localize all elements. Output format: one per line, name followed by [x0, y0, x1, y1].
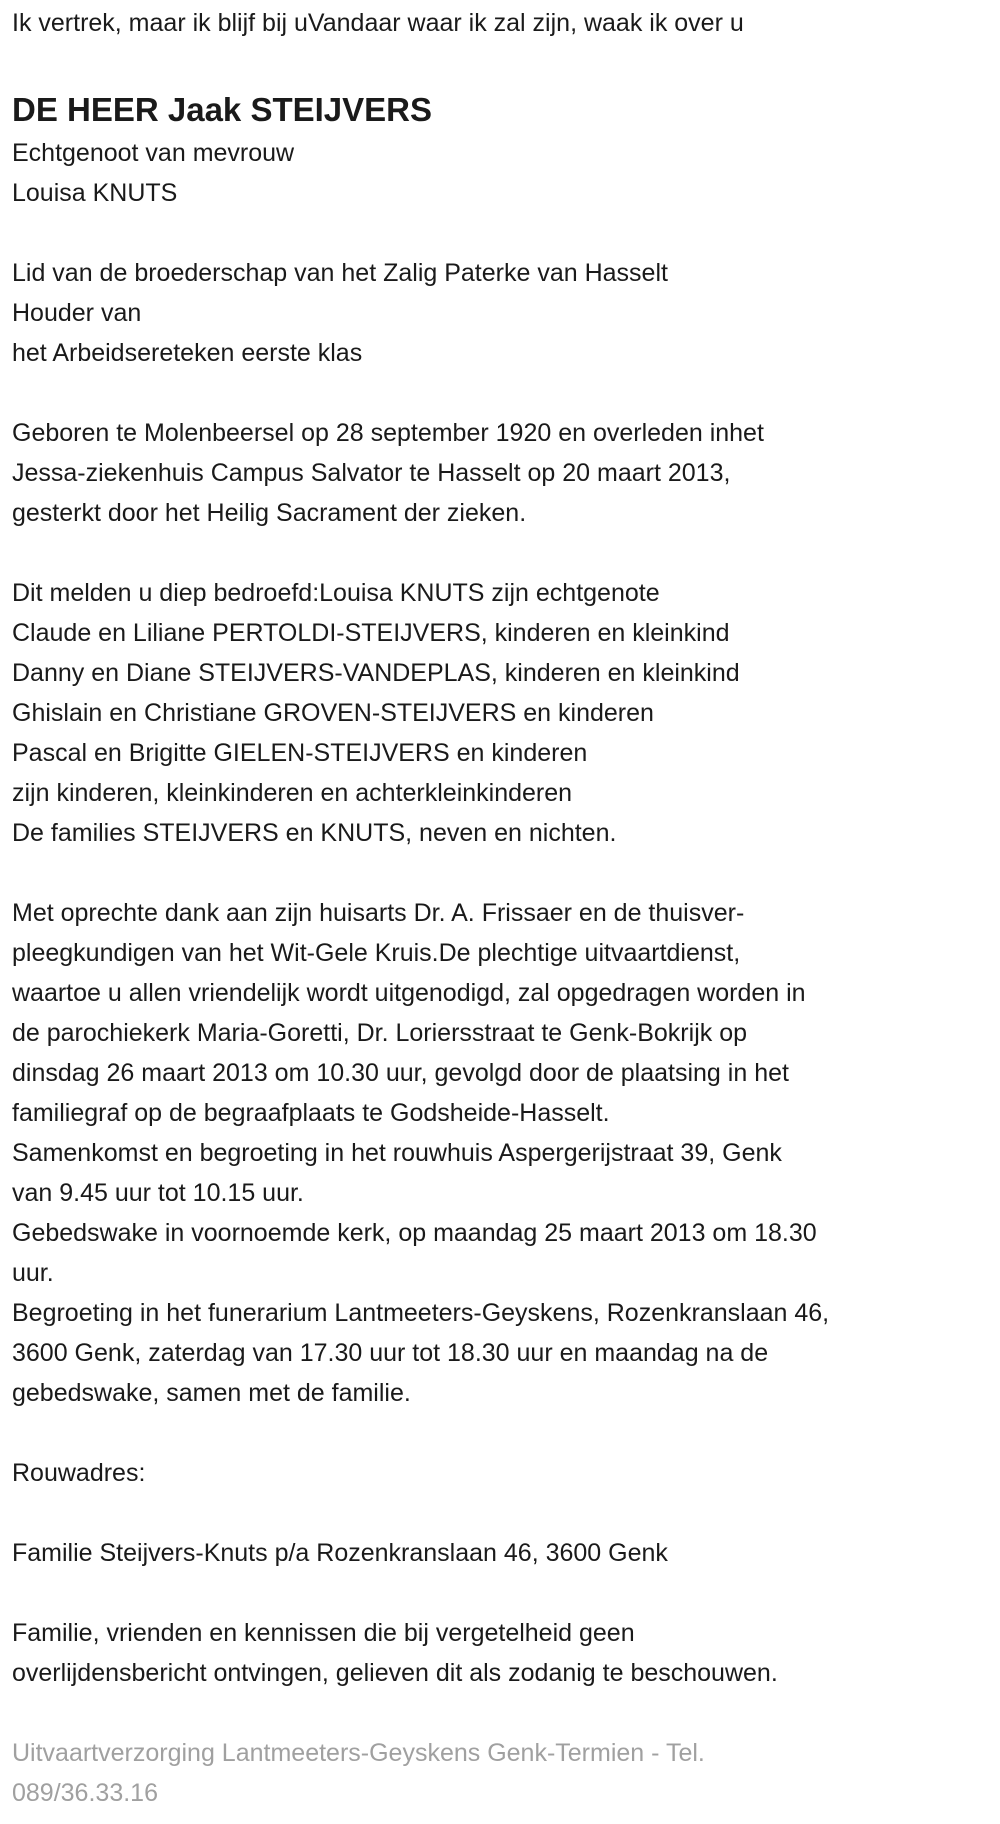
spacer — [12, 1413, 1000, 1453]
text-line: gesterkt door het Heilig Sacrament der zieken. — [12, 499, 527, 527]
text-line: pleegkundigen van het Wit-Gele Kruis.De plechtige uitvaartdienst, — [12, 939, 741, 967]
text-line: Samenkomst en begroeting in het rouwhuis Aspergerijstraat 39, Genk — [12, 1139, 782, 1167]
text-line: Geboren te Molenbeersel op 28 september 1920 en overleden inhet — [12, 419, 764, 447]
text-line: Gebedswake in voornoemde kerk, op maandag 25 maart 2013 om 18.30 — [12, 1219, 817, 1247]
text-line: 3600 Genk, zaterdag van 17.30 uur tot 18.30 uur en maandag na de — [12, 1339, 769, 1367]
text-line: overlijdensbericht ontvingen, gelieven dit als zodanig te beschouwen. — [12, 1659, 778, 1687]
text-line: Houder van — [12, 299, 142, 327]
text-line: Ghislain en Christiane GROVEN-STEIJVERS en kinderen — [12, 699, 654, 727]
text-line: zijn kinderen, kleinkinderen en achterkleinkinderen — [12, 779, 573, 807]
obituary-body — [12, 133, 1000, 1693]
text-line: Familie, vrienden en kennissen die bij vergetelheid geen — [12, 1619, 635, 1647]
text-line: Met oprechte dank aan zijn huisarts Dr. A. Frissaer en de thuisver- — [12, 899, 745, 927]
deceased-name-title: DE HEER Jaak STEIJVERS — [12, 91, 433, 128]
paragraph — [12, 573, 1000, 853]
text-line: waartoe u allen vriendelijk wordt uitgenodigd, zal opgedragen worden in — [12, 979, 806, 1007]
text-line: Dit melden u diep bedroefd:Louisa KNUTS zijn echtgenote — [12, 579, 660, 607]
spacer — [12, 1693, 1000, 1733]
text-line: Rouwadres: — [12, 1459, 146, 1487]
text-line: van 9.45 uur tot 10.15 uur. — [12, 1179, 304, 1207]
spacer — [12, 213, 1000, 253]
paragraph — [12, 413, 1000, 533]
paragraph — [12, 253, 1000, 373]
spacer — [12, 533, 1000, 573]
text-line: Echtgenoot van mevrouw — [12, 139, 295, 167]
text-line: Lid van de broederschap van het Zalig Paterke van Hasselt — [12, 259, 668, 287]
paragraph — [12, 1533, 1000, 1573]
text-line: familiegraf op de begraafplaats te Godsheide-Hasselt. — [12, 1099, 610, 1127]
spacer — [12, 853, 1000, 893]
text-line: gebedswake, samen met de familie. — [12, 1379, 411, 1407]
paragraph — [12, 1613, 1000, 1693]
text-line: Familie Steijvers-Knuts p/a Rozenkranslaan 46, 3600 Genk — [12, 1539, 668, 1567]
text-line: de parochiekerk Maria-Goretti, Dr. Loriersstraat te Genk-Bokrijk op — [12, 1019, 747, 1047]
motto: Ik vertrek, maar ik blijf bij uVandaar waar ik zal zijn, waak ik over u — [12, 9, 744, 37]
spacer — [12, 373, 1000, 413]
spacer — [12, 1493, 1000, 1533]
text-line: dinsdag 26 maart 2013 om 10.30 uur, gevolgd door de plaatsing in het — [12, 1059, 789, 1087]
text-line: het Arbeidsereteken eerste klas — [12, 339, 363, 367]
paragraph — [12, 893, 1000, 1413]
text-line: Jessa-ziekenhuis Campus Salvator te Hasselt op 20 maart 2013, — [12, 459, 731, 487]
text-line: De families STEIJVERS en KNUTS, neven en nichten. — [12, 819, 617, 847]
paragraph — [12, 133, 1000, 213]
text-line: Danny en Diane STEIJVERS-VANDEPLAS, kinderen en kleinkind — [12, 659, 740, 687]
spacer — [12, 1573, 1000, 1613]
text-line: uur. — [12, 1259, 54, 1287]
paragraph — [12, 1453, 1000, 1493]
funeral-director-phone: 089/36.33.16 — [12, 1779, 158, 1807]
text-line: Pascal en Brigitte GIELEN-STEIJVERS en kinderen — [12, 739, 588, 767]
text-line: Begroeting in het funerarium Lantmeeters-Geyskens, Rozenkranslaan 46, — [12, 1299, 830, 1327]
text-line: Claude en Liliane PERTOLDI-STEIJVERS, kinderen en kleinkind — [12, 619, 730, 647]
funeral-director-line: Uitvaartverzorging Lantmeeters-Geyskens Genk-Termien - Tel. — [12, 1739, 705, 1767]
text-line: Louisa KNUTS — [12, 179, 178, 207]
